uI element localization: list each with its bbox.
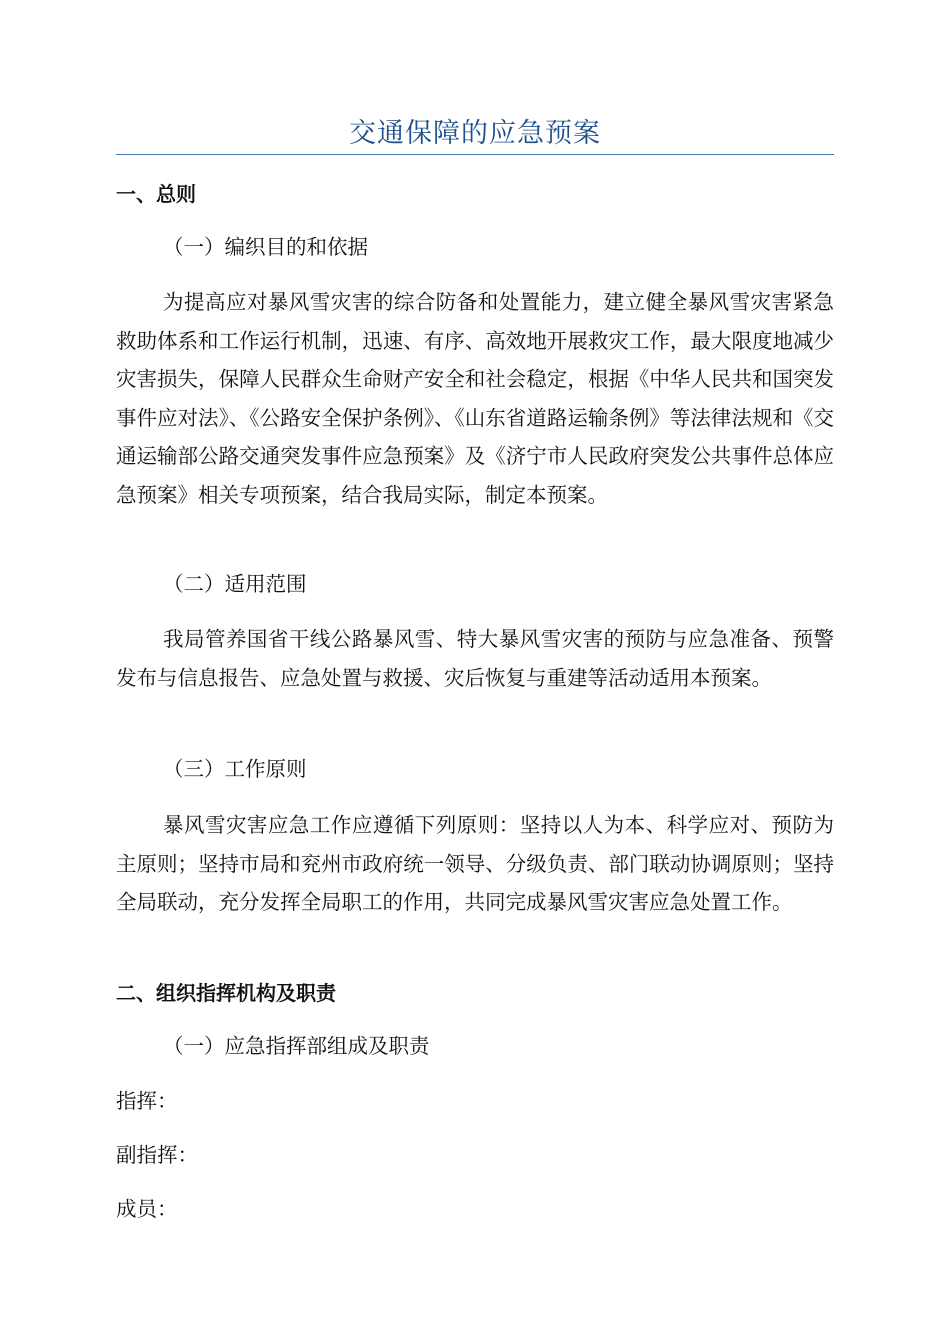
paragraph-purpose: 为提高应对暴风雪灾害的综合防备和处置能力，建立健全暴风雪灾害紧急救助体系和工作运行机制，迅速、有序、高效地开展救灾工作，最大限度地减少灾害损失，保障人民群众生命财产安全和社会稳定，根据《中华人民共和国突发事件应对法》、《公路安全保护条例》、《山东省道路运输条例》等法律法规和《交通运输部公路交通突发事件应急预案》及《济宁市人民政府突发公共事件总体应急预案》相关专项预案，结合我局实际，制定本预案。 — [116, 290, 834, 507]
role-members: 成员： — [116, 1197, 178, 1221]
paragraph-scope: 我局管养国省干线公路暴风雪、特大暴风雪灾害的预防与应急准备、预警发布与信息报告、应急处置与救援、灾后恢复与重建等活动适用本预案。 — [116, 627, 834, 690]
paragraph-principles: 暴风雪灾害应急工作应遵循下列原则：坚持以人为本、科学应对、预防为主原则；坚持市局和兖州市政府统一领导、分级负责、部门联动协调原则；坚持全局联动，充分发挥全局职工的作用，共同完成暴风雪灾害应急处置工作。 — [116, 813, 834, 914]
subsection-heading-command: （一）应急指挥部组成及职责 — [163, 1034, 430, 1058]
role-commander: 指挥： — [116, 1089, 178, 1113]
section-heading-general: 一、总则 — [116, 182, 196, 206]
section-heading-organization: 二、组织指挥机构及职责 — [116, 981, 336, 1005]
title-underline — [116, 154, 834, 155]
document-title: 交通保障的应急预案 — [349, 118, 601, 149]
subsection-heading-scope: （二）适用范围 — [163, 572, 307, 596]
role-deputy-commander: 副指挥： — [116, 1143, 198, 1167]
subsection-heading-principles: （三）工作原则 — [163, 757, 307, 781]
subsection-heading-purpose: （一）编织目的和依据 — [163, 235, 368, 259]
